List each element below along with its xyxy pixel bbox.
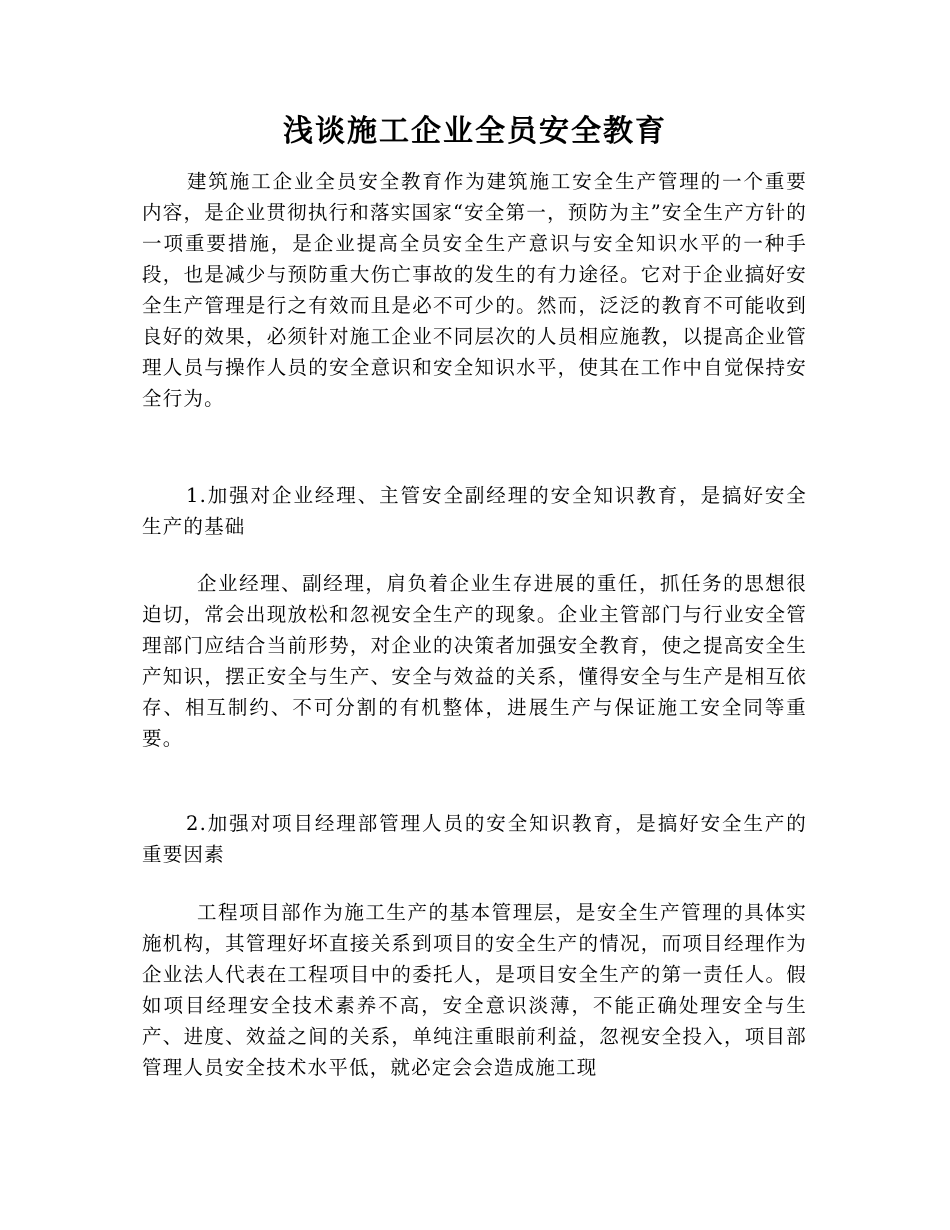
document-title: 浅谈施工企业全员安全教育 [283,114,667,149]
body-paragraph-intro: 建筑施工企业全员安全教育作为建筑施工安全生产管理的一个重要内容，是企业贯彻执行和落实国家“安全第一，预防为主”安全生产方针的一项重要措施，是企业提高全员安全生产意识与安全知识水平的一种手段，也是减少与预防重大伤亡事故的发生的有力途径。它对于企业搞好安全生产管理是行之有效而且是必不可少的。然而，泛泛的教育不可能收到良好的效果，必须针对施工企业不同层次的人员相应施教，以提高企业管理人员与操作人员的安全意识和安全知识水平，使其在工作中自觉保持安全行为。 [142,170,807,410]
section-heading-2: 2.加强对项目经理部管理人员的安全知识教育，是搞好安全生产的重要因素 [142,812,807,866]
body-paragraph-section-1: 企业经理、副经理，肩负着企业生存进展的重任，抓任务的思想很迫切，常会出现放松和忽视安全生产的现象。企业主管部门与行业安全管理部门应结合当前形势，对企业的决策者加强安全教育，使之提高安全生产知识，摆正安全与生产、安全与效益的关系，懂得安全与生产是相互依存、相互制约、不可分割的有机整体，进展生产与保证施工安全同等重要。 [142,572,807,750]
body-paragraph-section-2: 工程项目部作为施工生产的基本管理层，是安全生产管理的具体实施机构，其管理好坏直接关系到项目的安全生产的情况，而项目经理作为企业法人代表在工程项目中的委托人，是项目安全生产的第一责任人。假如项目经理安全技术素养不高，安全意识淡薄，不能正确处理安全与生产、进度、效益之间的关系，单纯注重眼前利益，忽视安全投入，项目部管理人员安全技术水平低，就必定会会造成施工现 [142,901,807,1079]
section-heading-1: 1.加强对企业经理、主管安全副经理的安全知识教育，是搞好安全生产的基础 [142,484,807,538]
